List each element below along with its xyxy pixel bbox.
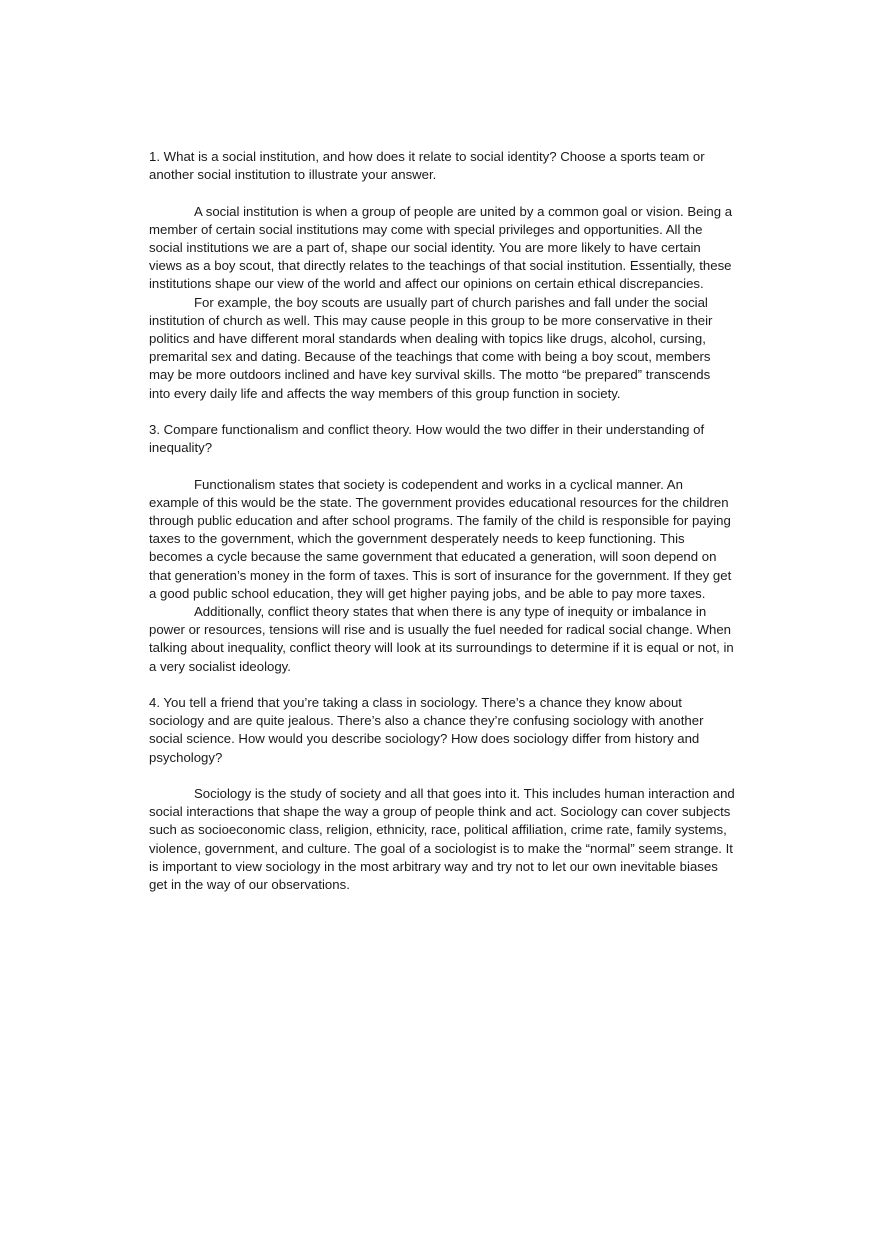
- question-4: 4. You tell a friend that you’re taking a class in sociology. There’s a chance they know about sociology and are quite jealous. There’s also a chance they’re confusing sociology with another social science. How would you describe sociology? How does sociology differ from history and psychology?: [149, 695, 704, 765]
- spacer: [149, 403, 735, 421]
- spacer: [149, 457, 735, 475]
- question-3: 3. Compare functionalism and conflict theory. How would the two differ in their understanding of inequality?: [149, 422, 705, 456]
- answer-paragraph: For example, the boy scouts are usually part of church parishes and fall under the social institution of church as well. This may cause people in this group to be more conservative in their politics and have different moral standards when dealing with topics like drugs, alcohol, cursing, premarital sex and dating. Because of the teachings that come with being a boy scout, members may be more outdoors inclined and have key survival skills. The motto “be prepared” transcends into every daily life and affects the way members of this group function in society.: [149, 294, 713, 401]
- spacer: [149, 676, 735, 694]
- answer-1: [149, 203, 735, 403]
- answer-paragraph: Additionally, conflict theory states that when there is any type of inequity or imbalance in power or resources, tensions will rise and is usually the fuel needed for radical social change. When talking about inequality, conflict theory will look at its surroundings to determine if it is equal or not, in a very socialist ideology.: [149, 604, 734, 674]
- answer-paragraph: A social institution is when a group of people are united by a common goal or vision. Being a member of certain social institutions may come with special privileges and opportunities. All the social institutions we are a part of, shape our social identity. You are more likely to have certain views as a boy scout, that directly relates to the teachings of that social institution. Essentially, these institutions shape our view of the world and affect our opinions on certain ethical discrepancies.: [149, 203, 733, 292]
- answer-paragraph: Functionalism states that society is codependent and works in a cyclical manner. An example of this would be the state. The government provides educational resources for the children through public education and after school programs. The family of the child is responsible for paying taxes to the government, which the government desperately needs to keep functioning. This becomes a cycle because the same government that educated a generation, will soon depend on that generation’s money in the form of taxes. This is sort of insurance for the government. If they get a good public school education, they will get higher paying jobs, and be able to pay more taxes.: [149, 476, 732, 601]
- spacer: [149, 184, 735, 202]
- answer-4: [149, 785, 735, 894]
- question-1: 1. What is a social institution, and how does it relate to social identity? Choose a sports team or another social institution to illustrate your answer.: [149, 149, 705, 183]
- document-page: [149, 148, 735, 894]
- section-q1: [149, 148, 735, 403]
- answer-3: [149, 476, 735, 676]
- section-q3: [149, 421, 735, 676]
- spacer: [149, 767, 735, 785]
- section-q4: [149, 694, 735, 894]
- answer-paragraph: Sociology is the study of society and all that goes into it. This includes human interaction and social interactions that shape the way a group of people think and act. Sociology can cover subjects such as socioeconomic class, religion, ethnicity, race, political affiliation, crime rate, family systems, violence, government, and culture. The goal of a sociologist is to make the “normal” seem strange. It is important to view sociology in the most arbitrary way and try not to let our own inevitable biases get in the way of our observations.: [149, 786, 735, 893]
